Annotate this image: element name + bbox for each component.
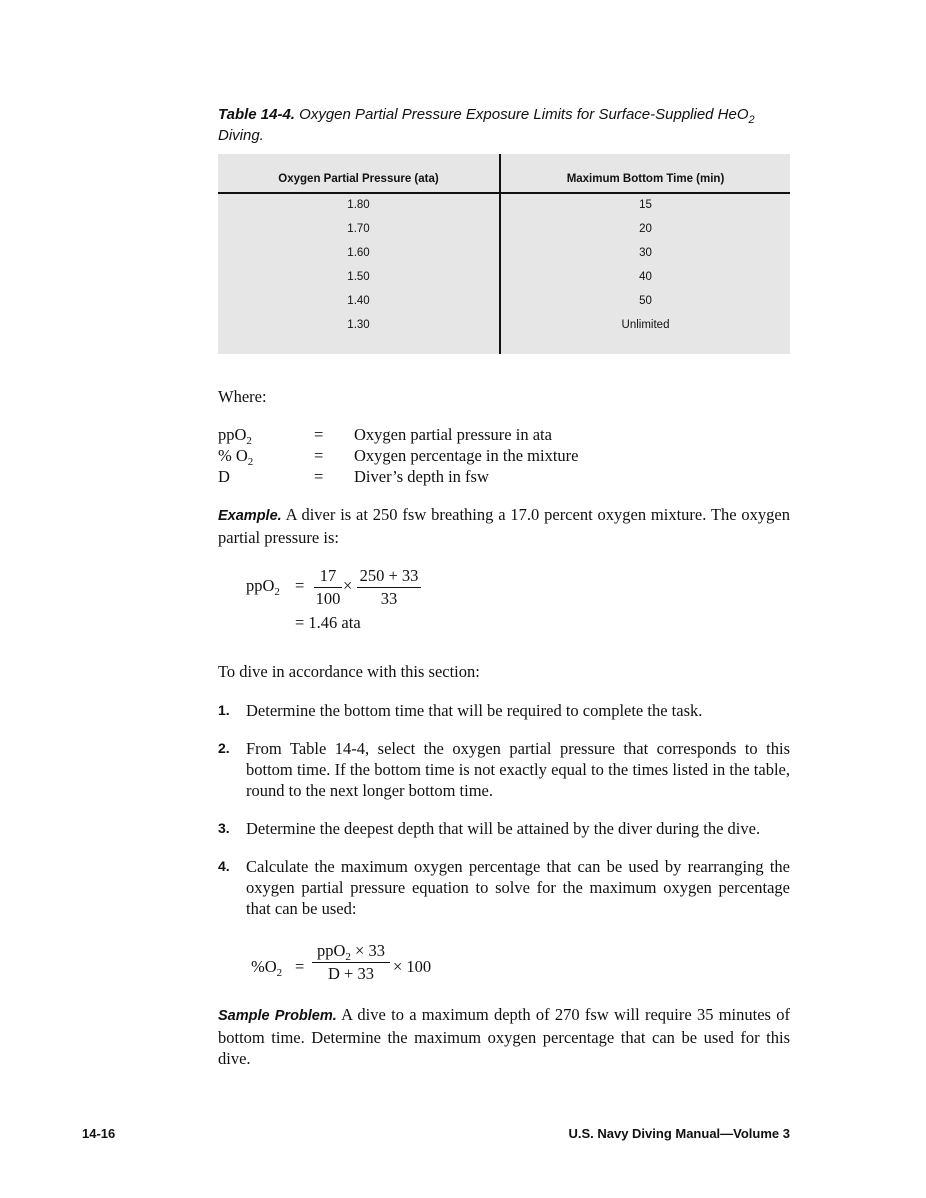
definition-row — [218, 467, 798, 488]
definition-row — [218, 425, 798, 446]
table-title-end: Diving. — [218, 127, 264, 144]
fraction-oxygen-percent: 17 100 — [315, 566, 341, 608]
example-text: A diver is at 250 fsw breathing a 17.0 percent oxygen mixture. The oxygen partial pressure is: — [218, 505, 790, 547]
column-header-bottom-time: Maximum Bottom Time (min) — [566, 173, 725, 185]
step-text: Calculate the maximum oxygen percentage that can be used by rearranging the oxygen partial pressure equation to solve for the maximum oxygen percentage that can be used: — [246, 857, 790, 918]
step-text: Determine the bottom time that will be required to complete the task. — [246, 701, 703, 720]
step-text: From Table 14-4, select the oxygen partial pressure that corresponds to this bottom time. If the bottom time is not exactly equal to the times listed in the table, round to the next longer bottom time. — [246, 739, 790, 800]
definition-equals: = — [314, 425, 324, 444]
definition-description: Oxygen percentage in the mixture — [354, 446, 579, 465]
equation-tail: × 100 — [393, 957, 432, 976]
definition-symbol: % $O_2$ — [218, 446, 254, 468]
column-header-ppo2: Oxygen Partial Pressure (ata) — [278, 173, 439, 185]
table-cell: Unlimited — [621, 319, 670, 331]
equation-lhs: $\%O_2$ — [251, 957, 283, 979]
table-cell: 20 — [639, 223, 652, 235]
table-caption — [218, 104, 798, 146]
fraction-ppo2-depth: ppO$_2$ × 33 D + 33 — [312, 941, 390, 984]
example-label: Example. — [218, 508, 282, 524]
table-title-subscript: 2 — [748, 114, 755, 126]
table-cell: 15 — [639, 199, 652, 211]
table-label: Table 14-4. — [218, 106, 295, 123]
sample-problem-label: Sample Problem. — [218, 1008, 337, 1024]
exposure-limits-table — [218, 154, 790, 354]
table-title: Oxygen Partial Pressure Exposure Limits for Surface-Supplied HeO — [299, 106, 749, 123]
table-cell: 50 — [639, 295, 652, 307]
step-number: 4. — [218, 858, 230, 874]
definition-description: Oxygen partial pressure in ata — [354, 425, 552, 444]
times-sign: × — [343, 576, 353, 595]
definition-symbol: ppO$_2$ — [218, 425, 252, 447]
step-number: 1. — [218, 702, 230, 718]
table-cell: 1.60 — [347, 247, 370, 259]
table-cell: 1.80 — [347, 199, 370, 211]
table-cell: 1.40 — [347, 295, 370, 307]
equation-equals: = — [295, 576, 305, 595]
example-paragraph — [218, 504, 790, 548]
table-cell: 1.50 — [347, 271, 370, 283]
equation-result: = 1.46 ata — [295, 613, 361, 632]
step-number: 2. — [218, 740, 230, 756]
step-text: Determine the deepest depth that will be attained by the diver during the dive. — [246, 819, 761, 838]
sample-problem-paragraph — [218, 1004, 790, 1069]
equation-equals: = — [295, 957, 305, 976]
equation-lhs: ppO$_2$ — [246, 576, 280, 598]
procedure-intro: To dive in accordance with this section: — [218, 662, 480, 681]
header-divider — [218, 192, 790, 194]
definition-equals: = — [314, 446, 324, 465]
manual-title: U.S. Navy Diving Manual—Volume 3 — [568, 1126, 790, 1141]
definition-equals: = — [314, 467, 324, 486]
sample-problem-text: A dive to a maximum depth of 270 fsw will require 35 minutes of bottom time. Determine the maximum oxygen percentage that can be used for this dive. — [218, 1005, 790, 1068]
page-number: 14-16 — [82, 1126, 116, 1141]
where-label: Where: — [218, 387, 267, 406]
table-cell: 1.70 — [347, 223, 370, 235]
definition-row — [218, 446, 798, 467]
definition-description: Diver’s depth in fsw — [354, 467, 489, 486]
table-cell: 40 — [639, 271, 652, 283]
fraction-depth-ata: 250 + 33 33 — [357, 566, 421, 609]
step-number: 3. — [218, 820, 230, 836]
table-cell: 30 — [639, 247, 652, 259]
definition-symbol: D — [218, 467, 230, 486]
table-cell: 1.30 — [347, 319, 370, 331]
